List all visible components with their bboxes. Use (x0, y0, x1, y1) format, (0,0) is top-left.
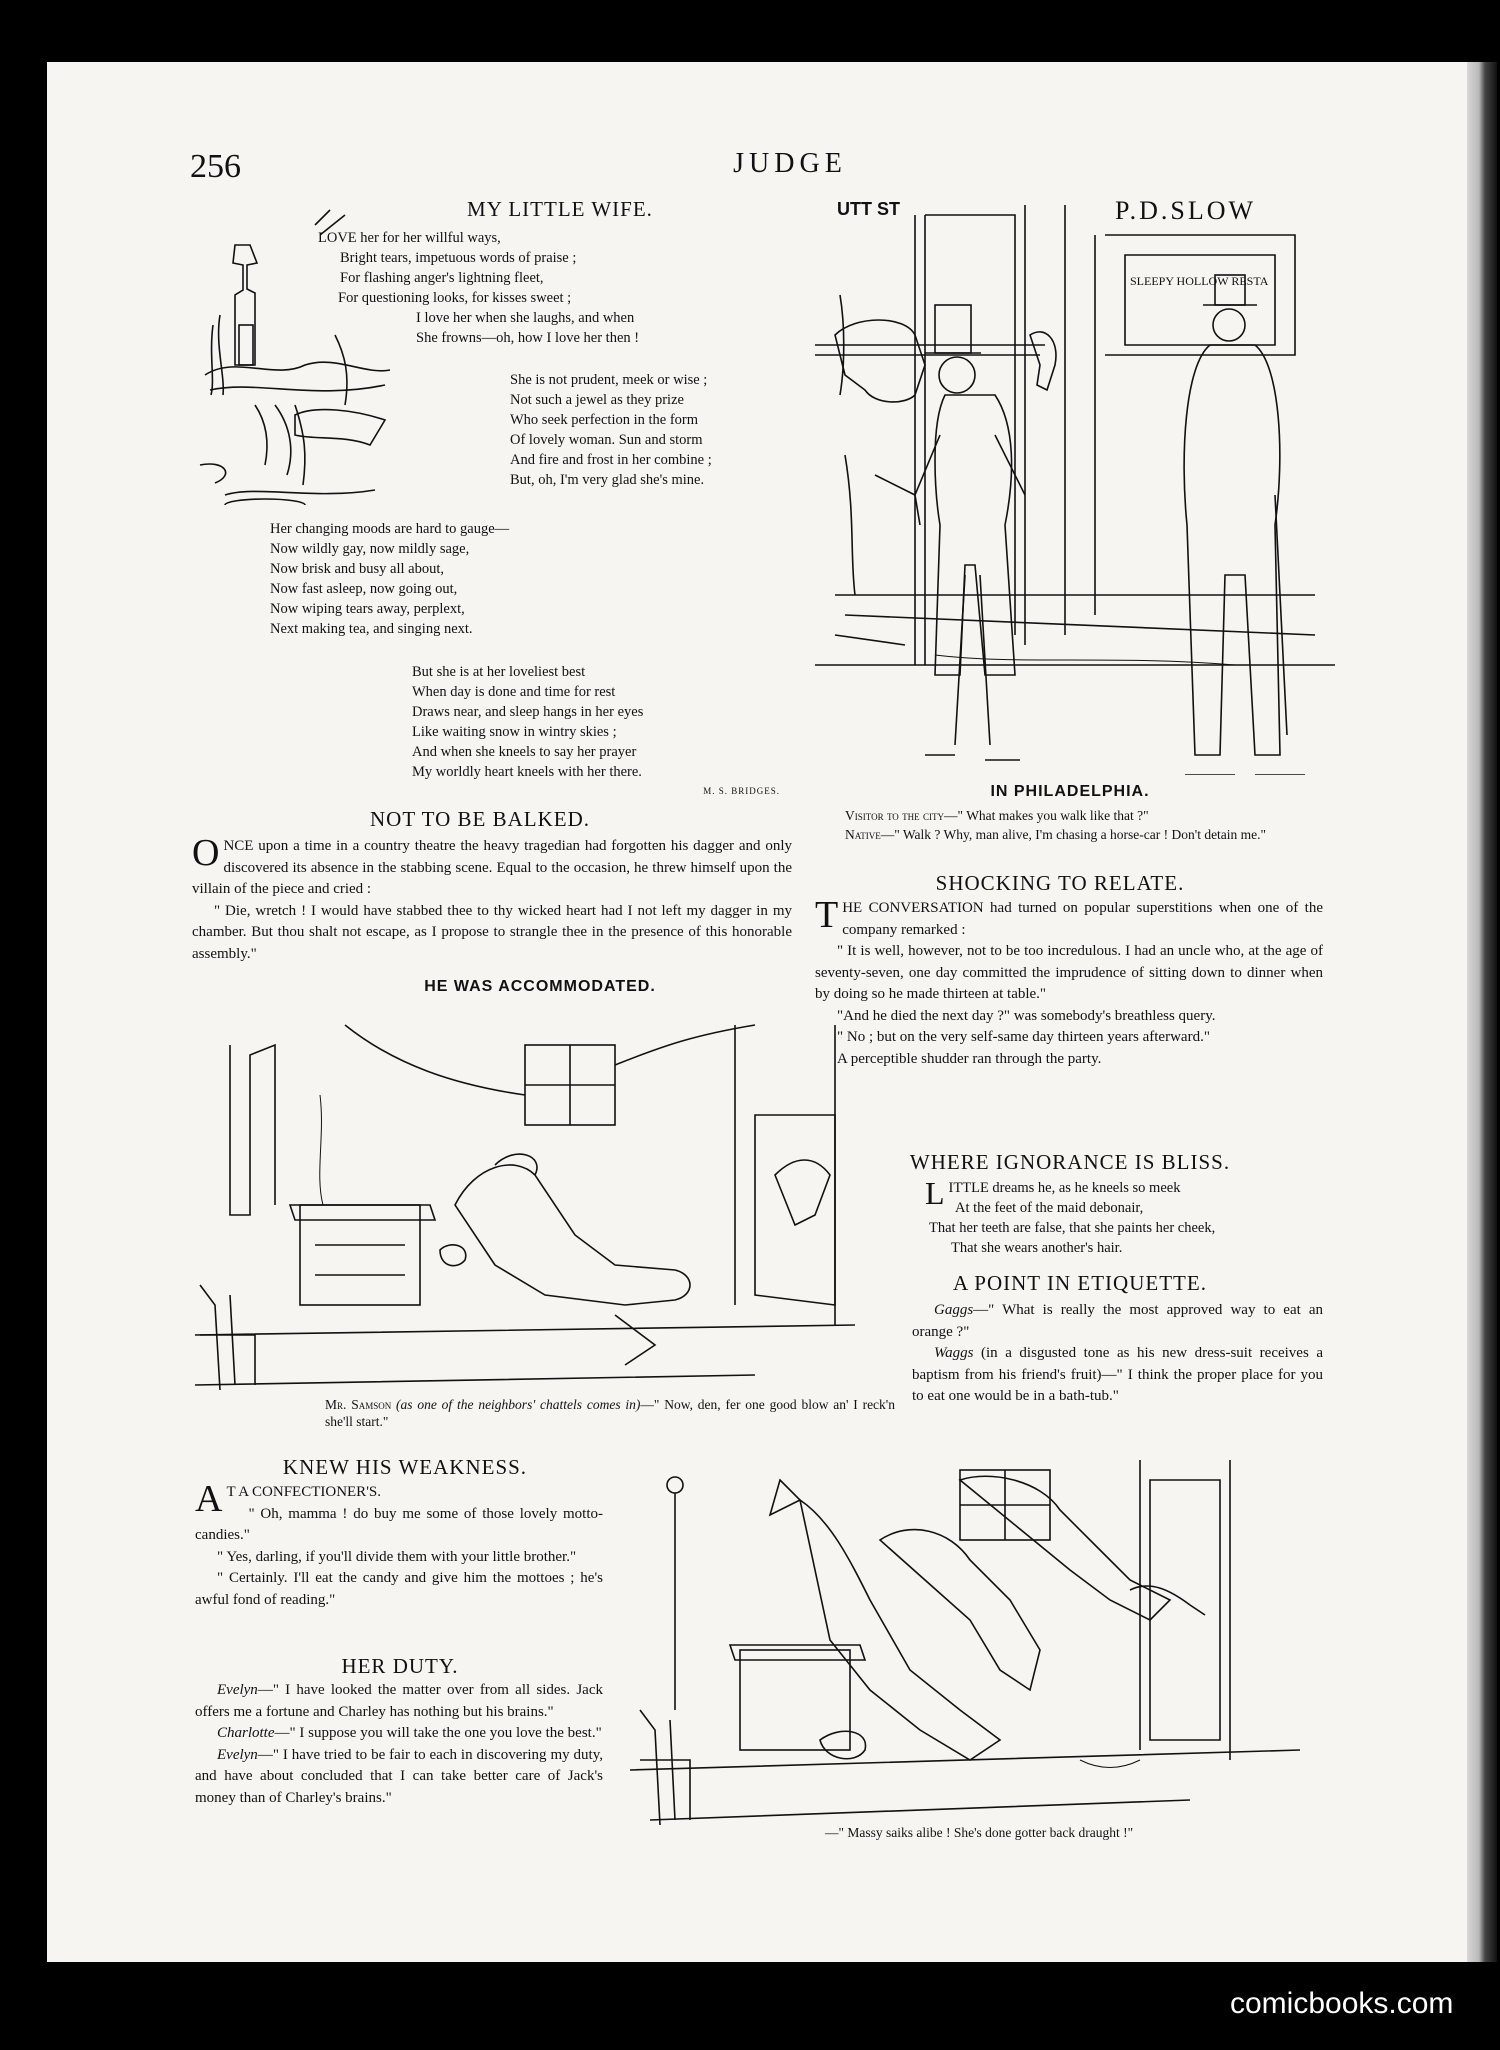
window-sign: SLEEPY HOLLOW RESTA (1130, 274, 1269, 288)
poem-line: Not such a jewel as they prize (510, 392, 684, 408)
etiquette-article (912, 1300, 1323, 1408)
drop-cap: T (815, 894, 839, 936)
weakness-title: KNEW HIS WEAKNESS. (282, 1455, 528, 1479)
poem-stanza-3 (270, 519, 509, 639)
masthead: JUDGE (733, 148, 847, 179)
article-paragraph: A perceptible shudder ran through the party. (837, 1050, 1102, 1067)
poem-line: Now wiping tears away, perplext, (270, 601, 465, 617)
speaker-native: Native (845, 827, 881, 842)
etiquette-title: A POINT IN ETIQUETTE. (953, 1271, 1207, 1295)
poem-line: She is not prudent, meek or wise ; (510, 372, 708, 388)
philadelphia-title: IN PHILADELPHIA. (990, 783, 1150, 800)
poem-line: I love her when she laughs, and when (416, 310, 635, 326)
poem-line: But she is at her loveliest best (412, 664, 586, 680)
poem-stanza-4 (412, 662, 643, 782)
drop-cap: L (925, 1175, 945, 1211)
speaker-name: Mr. Samson (325, 1397, 392, 1412)
poem-line: For flashing anger's lightning fleet, (340, 270, 544, 286)
speaker-visitor: Visitor to the city (845, 808, 945, 823)
page-edge (1467, 62, 1497, 1962)
poem-line: When day is done and time for rest (412, 684, 616, 700)
article-paragraph: HE CONVERSATION had turned on popular superstitions when one of the company remarked : (842, 900, 1323, 938)
article-paragraph: " It is well, however, not to be too incredulous. I had an uncle who, at the age of seventy-seven, one day committed the imprudence of sitting down to dinner when by doing so he made thirteen at table." (815, 943, 1323, 1002)
poem-line: Draws near, and sleep hangs in her eyes (412, 704, 644, 720)
caption-text: —" Now, den, fer one good blow an' I reck'n she'll start." (325, 1397, 895, 1429)
article-paragraph: " Certainly. I'll eat the candy and give him the mottoes ; he's awful fond of reading." (195, 1570, 603, 1608)
weakness-article (195, 1478, 603, 1611)
back-draught-caption: —" Massy saiks alibe ! She's done gotter back draught !" (825, 1825, 1134, 1840)
page-number: 256 (190, 148, 241, 185)
ignorance-title: WHERE IGNORANCE IS BLISS. (909, 1150, 1231, 1174)
drop-cap: O (192, 832, 220, 874)
poem-line: Who seek perfection in the form (510, 412, 699, 428)
speaker-name: Evelyn (217, 1682, 258, 1698)
dialogue-line: —" What is really the most approved way to eat an orange ?" (912, 1302, 1323, 1340)
drop-cap: A (195, 1478, 223, 1520)
stage-direction: (as one of the neighbors' chattels comes in) (396, 1397, 641, 1412)
poem-line: And fire and frost in her combine ; (510, 452, 712, 468)
verse-line: That she wears another's hair. (951, 1240, 1123, 1256)
poem-line: Now brisk and busy all about, (270, 561, 444, 577)
balked-article (192, 832, 792, 965)
poem-line: She frowns—oh, how I love her then ! (416, 330, 640, 346)
poem-signature: M. S. BRIDGES. (703, 786, 780, 796)
poem-line: Next making tea, and singing next. (270, 621, 473, 637)
dialogue-line: —" Walk ? Why, man alive, I'm chasing a horse-car ! Don't detain me." (880, 827, 1267, 842)
poem-line: For questioning looks, for kisses sweet ; (338, 290, 572, 306)
duty-article (195, 1680, 603, 1809)
shop-sign: P.D.SLOW (1115, 196, 1257, 225)
poem-line: But, oh, I'm very glad she's mine. (510, 472, 705, 488)
philadelphia-illustration (815, 195, 1335, 775)
article-paragraph: " No ; but on the very self-same day thirteen years afterward." (837, 1029, 1210, 1045)
article-paragraph: " Oh, mamma ! do buy me some of those lovely motto-candies." (195, 1505, 603, 1543)
poem-line: Like waiting snow in wintry skies ; (412, 724, 617, 740)
balked-title: NOT TO BE BALKED. (369, 807, 590, 831)
article-paragraph: " Die, wretch ! I would have stabbed thee to thy wicked heart had I not left my dagger in my chamber. But thou shalt not escape, as I propose to strangle thee in the presence of this honorable assembly." (192, 902, 792, 962)
speaker-name: Evelyn (217, 1746, 258, 1763)
article-paragraph: T A CONFECTIONER'S. (226, 1484, 381, 1500)
poem-line: LOVE her for her willful ways, (318, 230, 501, 246)
article-paragraph: " Yes, darling, if you'll divide them with your little brother." (217, 1548, 577, 1565)
accommodated-illustration (195, 1005, 895, 1405)
article-paragraph: NCE upon a time in a country theatre the heavy tragedian had forgotten his dagger and only discovered its absence in the stabbing scene. Equal to the occasion, he threw himself upon the villain of the piece and cried : (192, 838, 792, 897)
dialogue-line: —" I have looked the matter over from all sides. Jack offers me a fortune and Charley has nothing but his brains." (195, 1682, 603, 1720)
poem-title: MY LITTLE WIFE. (467, 197, 653, 221)
poem-line: Her changing moods are hard to gauge— (270, 521, 510, 537)
poem-line: My worldly heart kneels with her there. (412, 764, 642, 780)
poem-stanza-2 (510, 370, 712, 490)
dialogue-line: —" What makes you walk like that ?" (944, 808, 1149, 823)
duty-title: HER DUTY. (341, 1654, 459, 1678)
poem-line: Now wildly gay, now mildly sage, (270, 541, 470, 557)
verse-line: That her teeth are false, that she paints her cheek, (929, 1220, 1216, 1236)
poem-line: And when she kneels to say her prayer (412, 744, 637, 760)
back-draught-illustration (630, 1440, 1310, 1840)
verse-line: At the feet of the maid debonair, (955, 1200, 1144, 1216)
article-paragraph: "And he died the next day ?" was somebody's breathless query. (837, 1007, 1216, 1024)
shocking-title: SHOCKING TO RELATE. (935, 871, 1185, 895)
poem-line: Bright tears, impetuous words of praise ; (340, 250, 577, 266)
accommodated-title: HE WAS ACCOMMODATED. (424, 978, 656, 995)
dialogue-line: —" I have tried to be fair to each in discovering my duty, and have about concluded that I can take better care of Jack's money than of Charley's brains." (195, 1746, 603, 1806)
watermark-logo: comicbooks.com (1222, 1985, 1461, 2023)
verse-line: ITTLE dreams he, as he kneels so meek (948, 1180, 1181, 1196)
speaker-name: Charlotte (217, 1725, 275, 1741)
poem-line: Of lovely woman. Sun and storm (510, 432, 703, 448)
accommodated-caption (325, 1396, 895, 1430)
shocking-article (815, 894, 1323, 1070)
poem-stanza-1 (318, 228, 639, 348)
street-sign: UTT ST (837, 199, 900, 219)
dialogue-line: —" I suppose you will take the one you love the best." (274, 1725, 602, 1741)
speaker-name: Waggs (934, 1345, 974, 1361)
poem-line: Now fast asleep, now going out, (270, 581, 458, 597)
dialogue-line: (in a disgusted tone as his new dress-suit receives a baptism from his friend's fruit)—" I think the proper place for you to eat one would be in a bath-tub." (912, 1345, 1323, 1404)
philadelphia-dialogue (815, 806, 1320, 844)
ignorance-verse (925, 1175, 1216, 1258)
speaker-name: Gaggs (934, 1302, 974, 1318)
